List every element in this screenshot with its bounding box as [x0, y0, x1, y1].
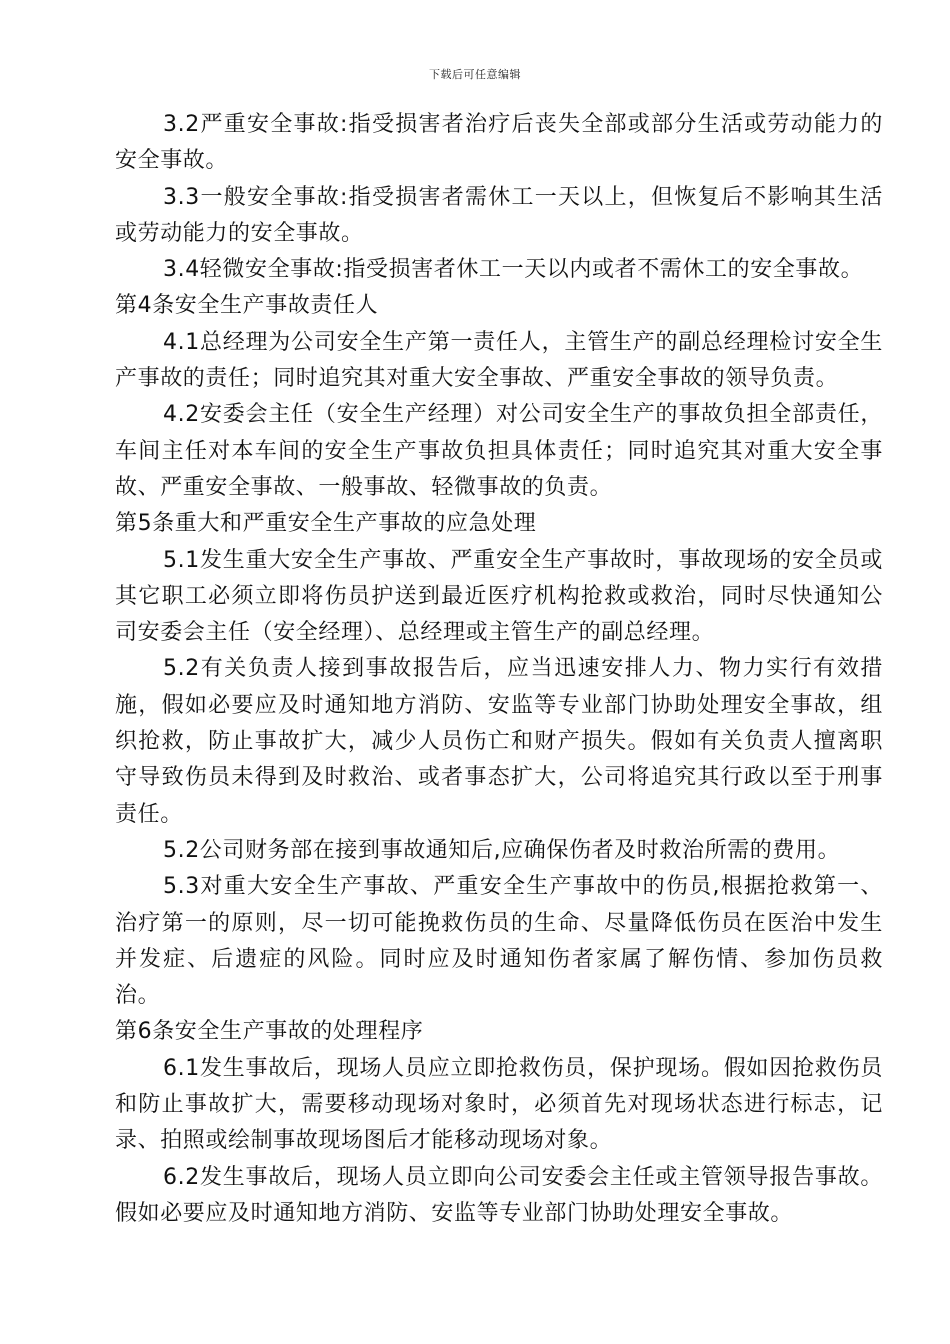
paragraph-4-1: 4.1总经理为公司安全生产第一责任人，主管生产的副总经理检讨安全生产事故的责任；同时追究其对重大安全事故、严重安全事故的领导负责。 — [115, 329, 883, 392]
page-header-note: 下载后可任意编辑 — [429, 68, 521, 81]
paragraph-6-1: 6.1发生事故后，现场人员应立即抢救伤员，保护现场。假如因抢救伤员和防止事故扩大，需要移动现场对象时，必须首先对现场状态进行标志，记录、拍照或绘制事故现场图后才能移动现场对象。 — [115, 1055, 883, 1154]
document-body — [115, 107, 883, 1232]
paragraph-4-2: 4.2安委会主任（安全生产经理）对公司安全生产的事故负担全部责任，车间主任对本车间的安全生产事故负担具体责任；同时追究其对重大安全事故、严重安全事故、一般事故、轻微事故的负责。 — [115, 402, 883, 500]
section-heading-4: 第4条安全生产事故责任人 — [115, 293, 379, 319]
paragraph-6-2: 6.2发生事故后，现场人员立即向公司安委会主任或主管领导报告事故。假如必要应及时通知地方消防、安监等专业部门协助处理安全事故。 — [115, 1164, 883, 1226]
paragraph-5-1: 5.1发生重大安全生产事故、严重安全生产事故时，事故现场的安全员或其它职工必须立即将伤员护送到最近医疗机构抢救或救治，同时尽快通知公司安委会主任（安全经理）、总经理或主管生产的副总经理。 — [115, 547, 883, 646]
paragraph-3-3: 3.3一般安全事故:指受损害者需休工一天以上，但恢复后不影响其生活或劳动能力的安全事故。 — [115, 184, 883, 246]
section-heading-5: 第5条重大和严重安全生产事故的应急处理 — [115, 511, 537, 537]
paragraph-3-4: 3.4轻微安全事故:指受损害者休工一天以内或者不需休工的安全事故。 — [163, 257, 864, 283]
paragraph-3-2: 3.2严重安全事故:指受损害者治疗后丧失全部或部分生活或劳动能力的安全事故。 — [115, 112, 883, 174]
paragraph-5-3: 5.3对重大安全生产事故、严重安全生产事故中的伤员,根据抢救第一、治疗第一的原则，尽一切可能挽救伤员的生命、尽量降低伤员在医治中发生并发症、后遗症的风险。同时应及时通知伤者家属了解伤情、参加伤员救治。 — [115, 874, 883, 1009]
paragraph-5-2-a: 5.2有关负责人接到事故报告后，应当迅速安排人力、物力实行有效措施，假如必要应及时通知地方消防、安监等专业部门协助处理安全事故，组织抢救，防止事故扩大，减少人员伤亡和财产损失。假如有关负责人擅离职守导致伤员未得到及时救治、或者事态扩大，公司将追究其行政以至于刑事责任。 — [115, 656, 883, 827]
paragraph-5-2-b: 5.2公司财务部在接到事故通知后,应确保伤者及时救治所需的费用。 — [163, 837, 841, 863]
section-heading-6: 第6条安全生产事故的处理程序 — [115, 1019, 424, 1045]
